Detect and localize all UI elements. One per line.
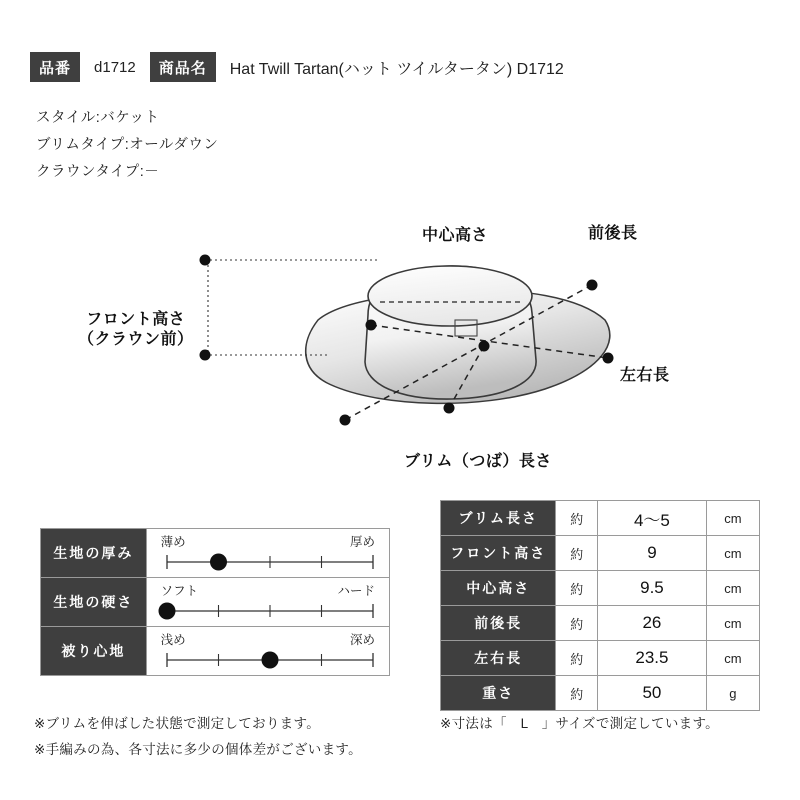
slider-thickness-scale xyxy=(147,547,393,571)
fabric-attribute-table xyxy=(40,528,390,676)
table-row xyxy=(441,641,760,676)
product-header xyxy=(30,52,770,82)
meas-approx-2: 約 xyxy=(556,571,598,606)
slider-stiffness-scale xyxy=(147,596,393,620)
meas-value-0: 4～5 xyxy=(598,501,707,536)
label-front-height xyxy=(78,310,194,350)
label-front-height-line2: （クラウン前） xyxy=(78,331,194,348)
slider-fit-left: 浅め xyxy=(160,633,186,647)
meas-name-5: 重さ xyxy=(441,676,556,711)
slider-thickness-right: 厚め xyxy=(349,535,375,549)
table-row xyxy=(441,571,760,606)
meas-unit-0: cm xyxy=(706,501,759,536)
table-row xyxy=(441,606,760,641)
meas-name-2: 中心高さ xyxy=(441,571,556,606)
meas-name-3: 前後長 xyxy=(441,606,556,641)
table-row xyxy=(41,529,390,578)
label-front-back-length: 前後長 xyxy=(588,225,638,242)
product-name-value: Hat Twill Tartan(ハット ツイルタータン) D1712 xyxy=(229,60,564,78)
meas-approx-3: 約 xyxy=(556,606,598,641)
meas-unit-3: cm xyxy=(706,606,759,641)
table-row xyxy=(41,627,390,676)
meas-approx-5: 約 xyxy=(556,676,598,711)
product-name-label: 商品名 xyxy=(150,52,216,82)
meas-name-4: 左右長 xyxy=(441,641,556,676)
note-size-basis: ※寸法は「 L 」サイズで測定しています。 xyxy=(440,716,719,731)
meas-unit-1: cm xyxy=(706,536,759,571)
slider-stiffness-left: ソフト xyxy=(160,584,199,598)
label-brim-length: ブリム（つば）長さ xyxy=(404,453,552,470)
note-handmade-variance: ※手編みの為、各寸法に多少の個体差がございます。 xyxy=(34,742,362,757)
meas-name-1: フロント高さ xyxy=(441,536,556,571)
slider-fit xyxy=(146,627,389,676)
slider-thickness-left: 薄め xyxy=(160,535,186,549)
spec-style: スタイル:バケット xyxy=(36,110,160,126)
spec-brim-type: ブリムタイプ:オールダウン xyxy=(36,137,219,153)
spec-crown-type: クラウンタイプ:－ xyxy=(36,164,160,180)
meas-value-4: 23.5 xyxy=(598,641,707,676)
product-code-value: d1712 xyxy=(94,58,136,76)
slider-fit-right: 深め xyxy=(349,633,375,647)
slider-stiffness xyxy=(146,578,389,627)
note-brim-measure: ※ブリムを伸ばした状態で測定しております。 xyxy=(34,716,320,731)
measurement-table xyxy=(440,500,760,711)
meas-value-2: 9.5 xyxy=(598,571,707,606)
table-row xyxy=(441,501,760,536)
hat-measurement-diagram xyxy=(0,170,800,490)
meas-unit-4: cm xyxy=(706,641,759,676)
table-row xyxy=(41,578,390,627)
meas-name-0: ブリム長さ xyxy=(441,501,556,536)
slider-fit-scale xyxy=(147,645,393,669)
table-row xyxy=(441,676,760,711)
slider-stiffness-right: ハード xyxy=(337,584,375,598)
meas-approx-1: 約 xyxy=(556,536,598,571)
meas-unit-5: g xyxy=(706,676,759,711)
slider-thickness xyxy=(146,529,389,578)
label-front-height-line1: フロント高さ xyxy=(86,311,186,328)
meas-value-5: 50 xyxy=(598,676,707,711)
slider-label-fit: 被り心地 xyxy=(41,627,147,676)
meas-unit-2: cm xyxy=(706,571,759,606)
label-center-height: 中心高さ xyxy=(422,227,489,244)
meas-approx-4: 約 xyxy=(556,641,598,676)
table-row xyxy=(441,536,760,571)
meas-value-3: 26 xyxy=(598,606,707,641)
product-code-label: 品番 xyxy=(30,52,80,82)
meas-value-1: 9 xyxy=(598,536,707,571)
slider-label-thickness: 生地の厚み xyxy=(41,529,147,578)
slider-label-stiffness: 生地の硬さ xyxy=(41,578,147,627)
label-left-right-length: 左右長 xyxy=(620,367,670,384)
meas-approx-0: 約 xyxy=(556,501,598,536)
